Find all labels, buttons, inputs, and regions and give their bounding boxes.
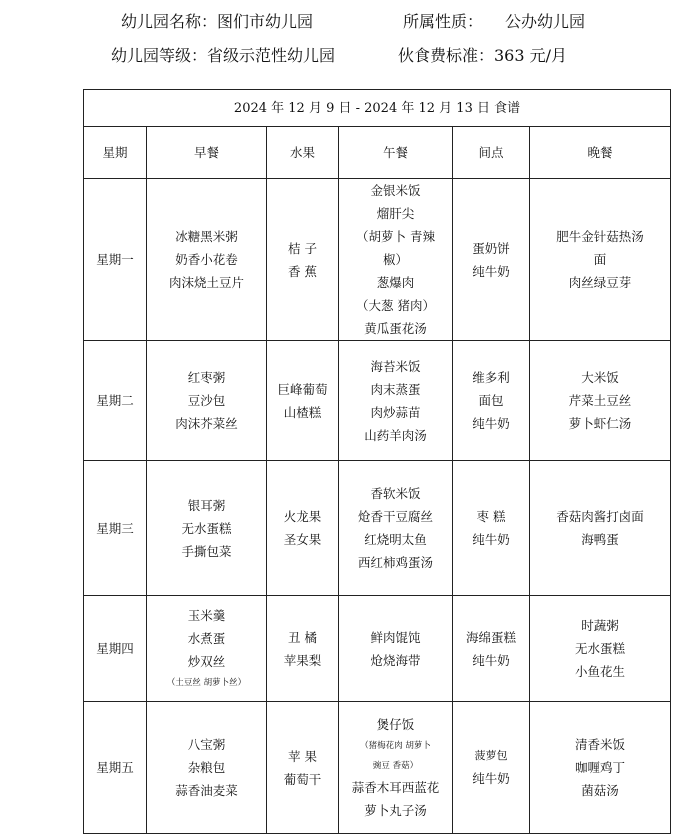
table-row [84,341,671,461]
day-cell: 星期二 [84,341,147,461]
day-cell: 星期一 [84,179,147,341]
lunch-cell: 海苔米饭 肉末蒸蛋 肉炒蒜苗 山药羊肉汤 [339,341,453,461]
snack-cell: 维多利 面包 纯牛奶 [453,341,530,461]
breakfast-note: （土豆丝 胡萝卜丝） [166,678,247,688]
fruit-cell: 火龙果 圣女果 [267,461,339,596]
lunch-cell: 金银米饭 熘肝尖 （胡萝卜 青辣 椒） 葱爆肉 （大葱 猪肉） 黄瓜蛋花汤 [339,179,453,341]
breakfast-cell: 八宝粥 杂粮包 蒜香油麦菜 [147,702,267,834]
snack-cell: 蛋奶饼 纯牛奶 [453,179,530,341]
menu-title: 2024 年 12 月 9 日 - 2024 年 12 月 13 日 食谱 [84,90,671,127]
lunch-note: 豌豆 香菇） [372,761,419,771]
lunch-cell: 煲仔饭 （猪梅花肉 胡萝卜 豌豆 香菇） 蒜香木耳西蓝花 萝卜丸子汤 [339,702,453,834]
dinner-cell: 大米饭 芹菜土豆丝 萝卜虾仁汤 [530,341,671,461]
breakfast-cell: 冰糖黑米粥 奶香小花卷 肉沫烧土豆片 [147,179,267,341]
dinner-cell: 肥牛金针菇热汤 面 肉丝绿豆芽 [530,179,671,341]
col-breakfast: 早餐 [147,127,267,179]
col-snack: 间点 [453,127,530,179]
dinner-cell: 时蔬粥 无水蛋糕 小鱼花生 [530,596,671,702]
snack-cell: 菠萝包 纯牛奶 [453,702,530,834]
weekly-menu-table [83,89,671,834]
snack-cell: 海绵蛋糕 纯牛奶 [453,596,530,702]
kindergarten-name: 幼儿园名称：图们市幼儿园 [121,12,314,31]
breakfast-cell: 玉米羹 水煮蛋 炒双丝 （土豆丝 胡萝卜丝） [147,596,267,702]
table-row [84,461,671,596]
lunch-cell: 鲜肉馄饨 炝烧海带 [339,596,453,702]
col-dinner: 晚餐 [530,127,671,179]
meal-fee: 伙食费标准：363 元/月 [398,46,568,65]
column-header-row [84,127,671,179]
snack-cell: 枣 糕 纯牛奶 [453,461,530,596]
day-cell: 星期四 [84,596,147,702]
table-row [84,596,671,702]
dinner-cell: 清香米饭 咖喱鸡丁 菌菇汤 [530,702,671,834]
col-weekday: 星期 [84,127,147,179]
day-cell: 星期三 [84,461,147,596]
lunch-cell: 香软米饭 炝香干豆腐丝 红烧明太鱼 西红柿鸡蛋汤 [339,461,453,596]
table-row [84,702,671,834]
kindergarten-level: 幼儿园等级：省级示范性幼儿园 [111,46,336,65]
fruit-cell: 苹 果 葡萄干 [267,702,339,834]
fruit-cell: 丑 橘 苹果梨 [267,596,339,702]
fruit-cell: 桔 子 香 蕉 [267,179,339,341]
ownership-label: 所属性质： [403,12,484,31]
lunch-note: （猪梅花肉 胡萝卜 [360,741,431,751]
fruit-cell: 巨峰葡萄 山楂糕 [267,341,339,461]
breakfast-cell: 红枣粥 豆沙包 肉沫芥菜丝 [147,341,267,461]
col-lunch: 午餐 [339,127,453,179]
ownership-value: 公办幼儿园 [505,12,586,31]
col-fruit: 水果 [267,127,339,179]
day-cell: 星期五 [84,702,147,834]
dinner-cell: 香菇肉酱打卤面 海鸭蛋 [530,461,671,596]
table-row [84,179,671,341]
breakfast-cell: 银耳粥 无水蛋糕 手撕包菜 [147,461,267,596]
